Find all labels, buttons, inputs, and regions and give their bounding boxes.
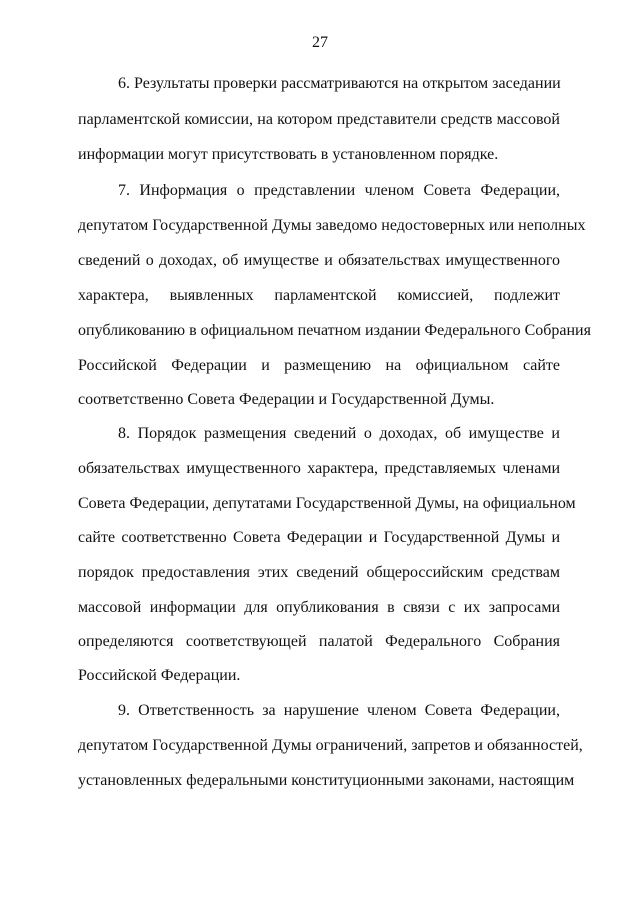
paragraph-7-line-5: опубликованию в официальном печатном издании Федерального Собрания — [78, 322, 591, 339]
paragraph-8-line-2: обязательствах имущественного характера, представляемых членами — [78, 460, 560, 477]
paragraph-8-line-7: определяются соответствующей палатой Федерального Собрания — [78, 633, 560, 650]
paragraph-9-line-3: установленных федеральными конституционными законами, настоящим — [78, 772, 575, 789]
paragraph-9-line-1: 9. Ответственность за нарушение членом Совета Федерации, — [118, 702, 560, 719]
paragraph-7-line-7: соответственно Совета Федерации и Государственной Думы. — [78, 391, 495, 408]
paragraph-7-line-1: 7. Информация о представлении членом Совета Федерации, — [118, 182, 560, 199]
paragraph-6-line-3: информации могут присутствовать в установленном порядке. — [78, 146, 499, 163]
page-number: 27 — [312, 34, 328, 51]
paragraph-8-line-4: сайте соответственно Совета Федерации и Государственной Думы и — [78, 529, 560, 546]
paragraph-7-line-3: сведений о доходах, об имуществе и обязательствах имущественного — [78, 252, 560, 269]
paragraph-7-line-2: депутатом Государственной Думы заведомо недостоверных или неполных — [78, 217, 586, 234]
paragraph-7-line-4: характера, выявленных парламентской комиссией, подлежит — [78, 287, 560, 304]
paragraph-6-line-2: парламентской комиссии, на котором представители средств массовой — [78, 111, 560, 128]
paragraph-8-line-1: 8. Порядок размещения сведений о доходах, об имуществе и — [118, 425, 560, 442]
paragraph-8-line-8: Российской Федерации. — [78, 667, 241, 684]
paragraph-8-line-5: порядок предоставления этих сведений общероссийским средствам — [78, 564, 560, 581]
paragraph-9-line-2: депутатом Государственной Думы ограничений, запретов и обязанностей, — [78, 737, 583, 754]
paragraph-8-line-3: Совета Федерации, депутатами Государственной Думы, на официальном — [78, 495, 576, 512]
paragraph-6-line-1: 6. Результаты проверки рассматриваются на открытом заседании — [118, 75, 561, 92]
paragraph-7-line-6: Российской Федерации и размещению на официальном сайте — [78, 357, 560, 374]
paragraph-8-line-6: массовой информации для опубликования в связи с их запросами — [78, 599, 560, 616]
